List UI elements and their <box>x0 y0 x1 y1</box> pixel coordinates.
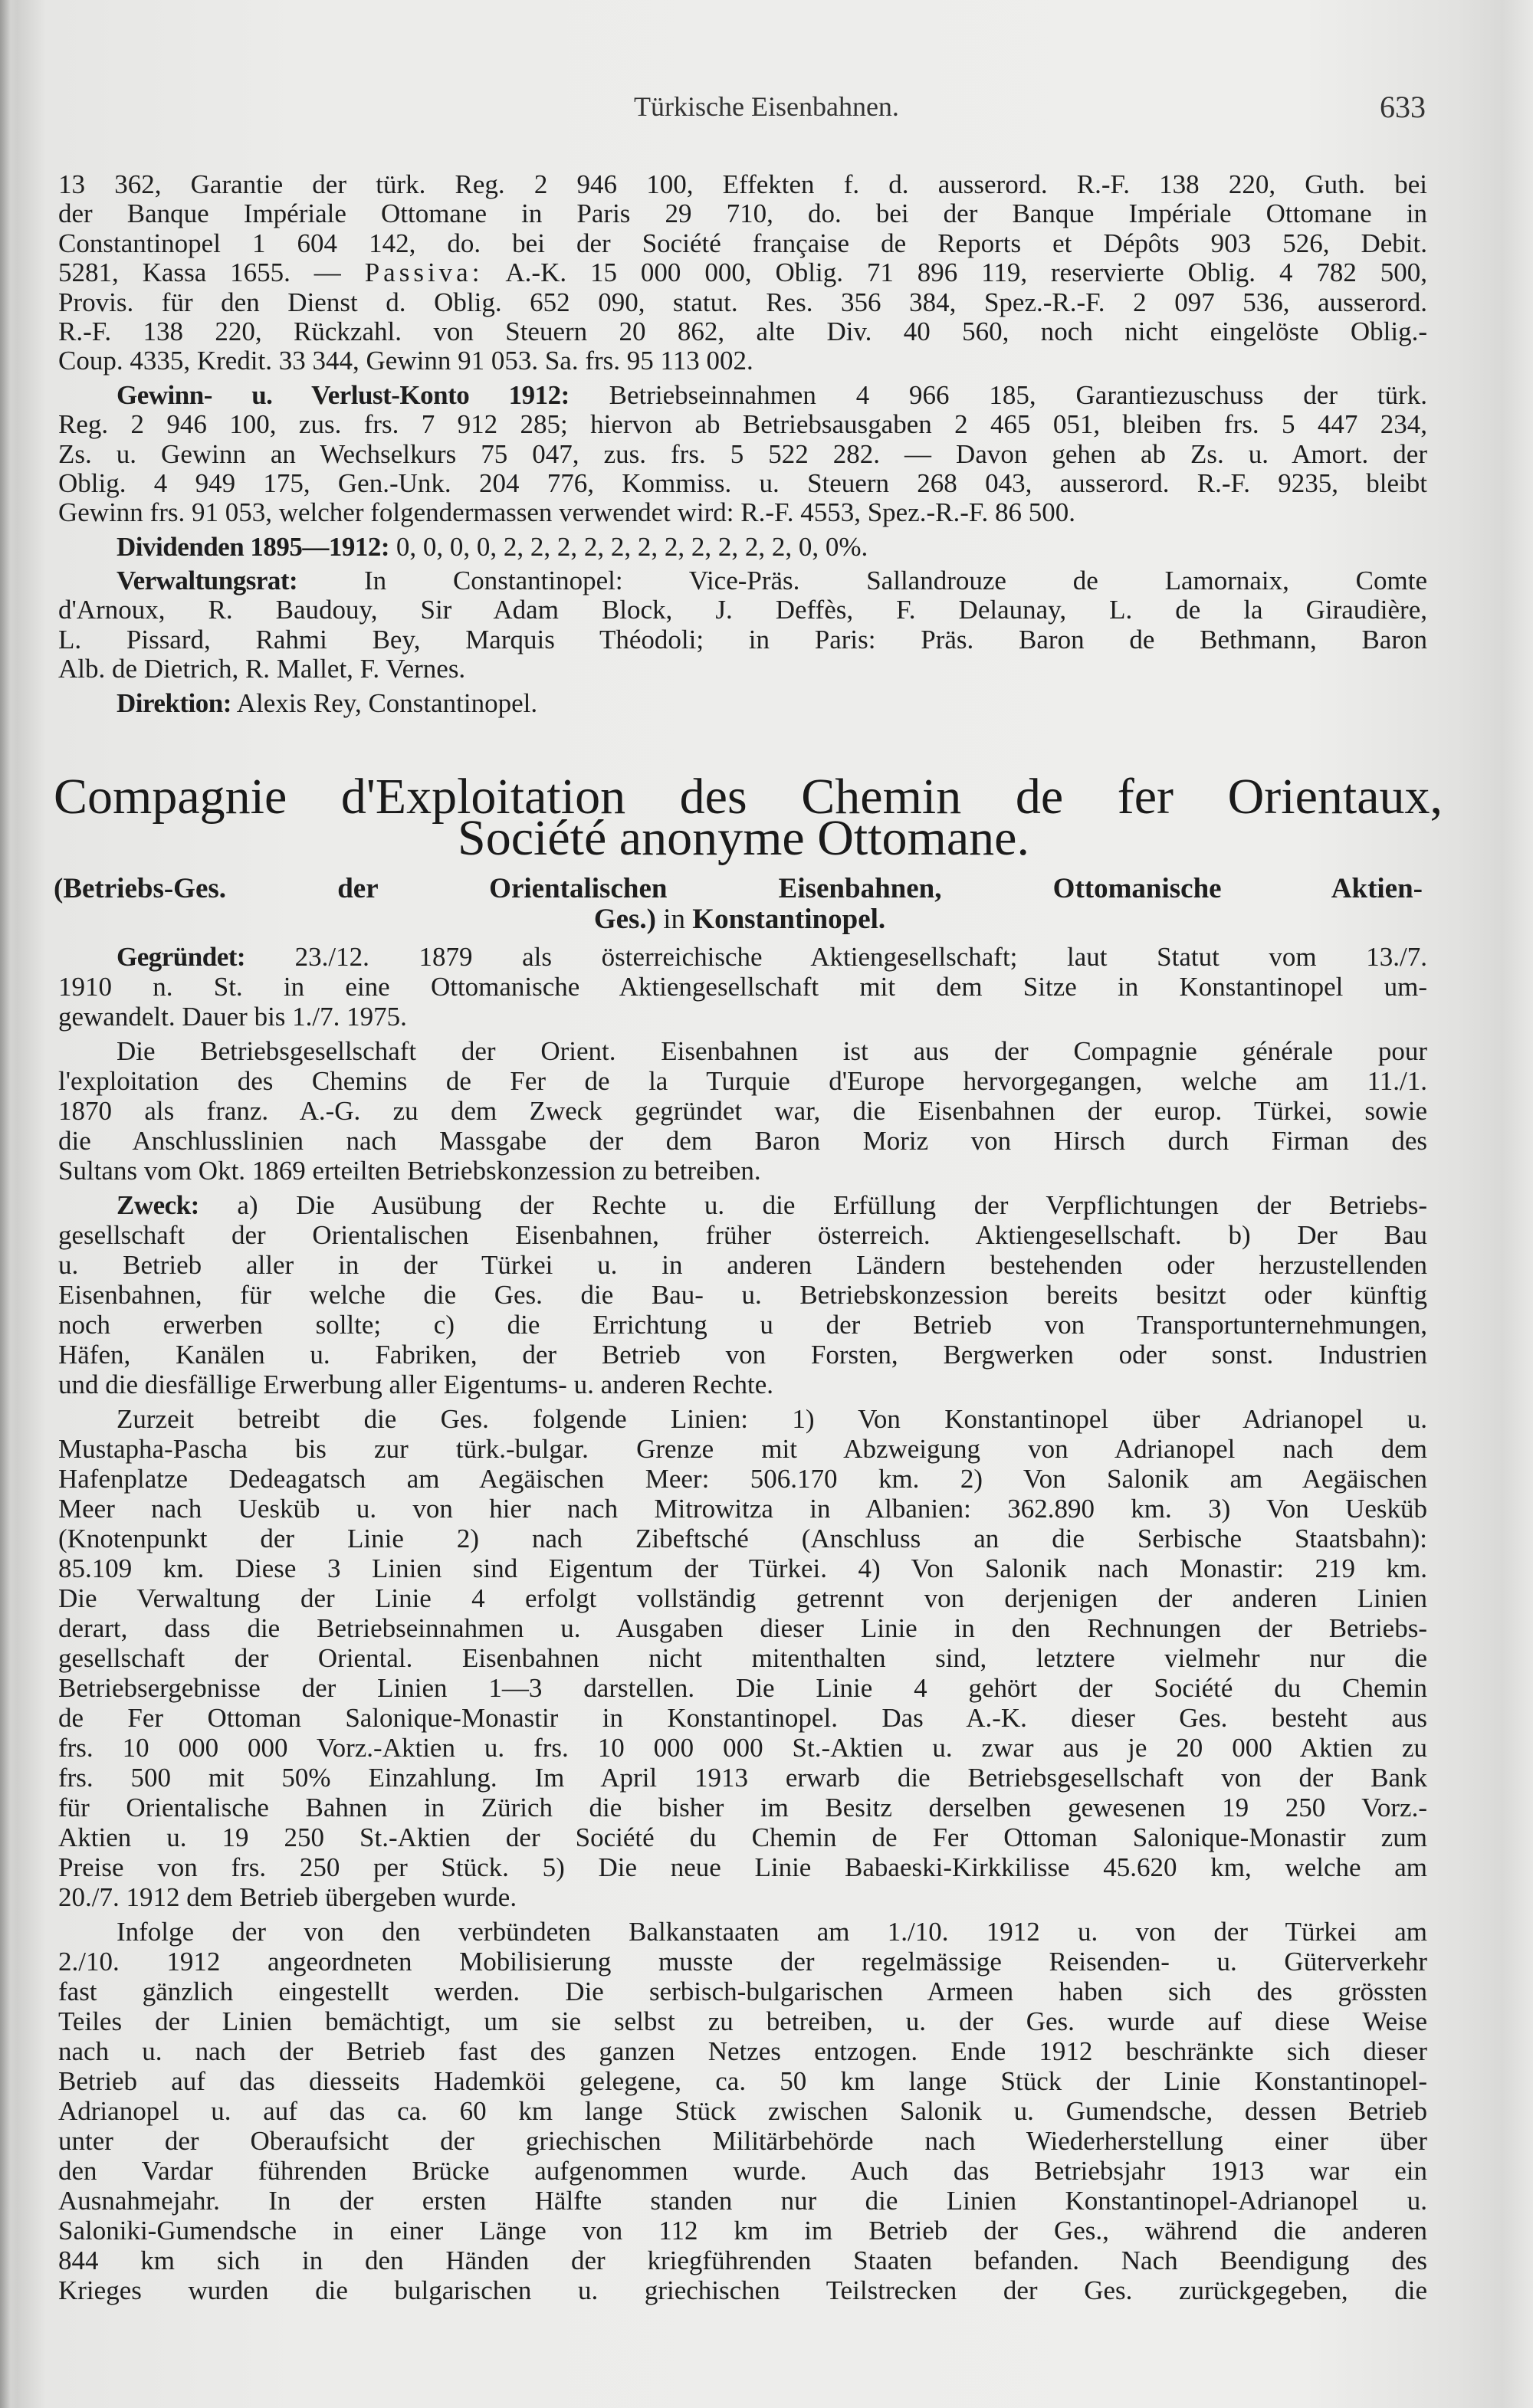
text-segment: Krieges wurden die bulgarischen u. griechischen Teilstrecken der Ges. zurückgegeben, die <box>58 2275 1427 2305</box>
text-line <box>58 1036 1427 1066</box>
text-segment: Constantinopel 1 604 142, do. bei der Société française de Reports et Dépôts 903 526, Debit. <box>58 228 1427 258</box>
text-line <box>58 440 1427 469</box>
text-line <box>58 199 1427 228</box>
paragraph <box>58 1917 1427 2305</box>
text-line <box>58 381 1427 410</box>
text-segment: d'Arnoux, R. Baudouy, Sir Adam Block, J. Deffès, F. Delaunay, L. de la Giraudière, <box>58 595 1427 625</box>
text-segment: l'exploitation des Chemins de Fer de la Turquie d'Europe hervorgegangen, welche am 11./1. <box>58 1066 1427 1096</box>
text-line <box>58 1156 1427 1186</box>
text-line <box>58 1464 1427 1494</box>
text-segment: a) Die Ausübung der Rechte u. die Erfüllung der Verpflichtungen der Betriebs- <box>199 1190 1427 1220</box>
text-segment: noch erwerben sollte; c) die Errichtung u der Betrieb von Transportunternehmungen, <box>58 1310 1427 1340</box>
subtitle-ges: Ges.) <box>593 904 657 935</box>
text-segment: Infolge der von den verbündeten Balkanstaaten am 1./10. 1912 u. von der Türkei am <box>117 1917 1427 1947</box>
text-line <box>58 2156 1427 2186</box>
text-line <box>58 1733 1427 1763</box>
text-line <box>58 1002 1427 1032</box>
text-line <box>58 1613 1427 1643</box>
text-segment: Oblig. 4 949 175, Gen.-Unk. 204 776, Kommiss. u. Steuern 268 043, ausserord. R.-F. 9235, bleibt <box>58 467 1427 498</box>
text-segment: Ausnahmejahr. In der ersten Hälfte standen nur die Linien Konstantinopel-Adrianopel u. <box>58 2186 1427 2216</box>
article-body <box>58 942 1427 2310</box>
bold-label: Gewinn- u. Verlust-Konto 1912: <box>117 379 570 410</box>
text-segment: nach u. nach der Betrieb fast des ganzen Netzes entzogen. Ende 1912 beschränkte sich dieser <box>58 2036 1427 2066</box>
text-segment: Betriebseinnahmen 4 966 185, Garantiezuschuss der türk. <box>569 379 1427 410</box>
text-segment: A.-K. 15 000 000, Oblig. 71 896 119, reservierte Oblig. 4 782 500, <box>483 258 1427 288</box>
text-line <box>58 654 1427 684</box>
bold-label: Direktion: <box>117 687 231 718</box>
text-line <box>58 2096 1427 2126</box>
text-segment: Aktien u. 19 250 St.-Aktien der Société du Chemin de Fer Ottoman Salonique-Monastir zum <box>58 1822 1427 1852</box>
text-line <box>58 1340 1427 1370</box>
article-title: Compagnie d'Exploitation des Chemin de fer Orientaux, <box>54 769 1443 825</box>
text-line <box>58 1553 1427 1583</box>
paragraph <box>58 689 1427 718</box>
text-line <box>58 942 1427 972</box>
paragraph <box>58 1036 1427 1186</box>
text-segment: 20./7. 1912 dem Betrieb übergeben wurde. <box>58 1882 517 1912</box>
bold-label: Gegründet: <box>117 942 246 972</box>
article-subtitle: (Betriebs-Ges. der Orientalischen Eisenbahnen, Ottomanische Aktien- <box>54 873 1423 904</box>
text-line <box>58 2006 1427 2036</box>
text-segment: u. Betrieb aller in der Türkei u. in anderen Ländern bestehenden oder herzustellenden <box>58 1250 1427 1280</box>
text-line <box>58 410 1427 439</box>
text-segment: der Banque Impériale Ottomane in Paris 29 710, do. bei der Banque Impériale Ottomane in <box>58 198 1427 229</box>
text-segment: unter der Oberaufsicht der griechischen Militärbehörde nach Wiederherstellung einer über <box>58 2126 1427 2156</box>
spaced-label: Passiva: <box>364 258 484 288</box>
text-line <box>58 625 1427 654</box>
text-line <box>58 1190 1427 1220</box>
text-line <box>58 1434 1427 1464</box>
text-segment: gesellschaft der Orientalischen Eisenbahnen, früher österreich. Aktiengesellschaft. b) Der Bau <box>58 1220 1427 1250</box>
text-line <box>58 1643 1427 1673</box>
text-line <box>58 972 1427 1002</box>
text-segment: 5281, Kassa 1655. — <box>58 258 365 288</box>
text-line <box>58 566 1427 595</box>
text-line <box>58 689 1427 718</box>
text-segment: Meer nach Uesküb u. von hier nach Mitrowitza in Albanien: 362.890 km. 3) Von Uesküb <box>58 1494 1427 1524</box>
text-segment: Zs. u. Gewinn an Wechselkurs 75 047, zus. frs. 5 522 282. — Davon gehen ab Zs. u. Amort. der <box>58 438 1427 469</box>
text-segment: Alb. de Dietrich, R. Mallet, F. Vernes. <box>58 654 466 684</box>
text-line <box>58 317 1427 346</box>
text-segment: 844 km sich in den Händen der kriegführenden Staaten befanden. Nach Beendigung des <box>58 2246 1427 2275</box>
text-segment: Die Verwaltung der Linie 4 erfolgt vollständig getrennt von derjenigen der anderen Linien <box>58 1583 1427 1613</box>
text-line <box>58 1404 1427 1434</box>
text-line <box>58 1852 1427 1882</box>
text-segment: für Orientalische Bahnen in Zürich die bisher im Besitz derselben gewesenen 19 250 Vorz.- <box>58 1793 1427 1822</box>
text-segment: Eisenbahnen, für welche die Ges. die Bau- u. Betriebskonzession bereits besitzt oder künftig <box>58 1280 1427 1310</box>
bold-label: Verwaltungsrat: <box>117 566 298 596</box>
text-segment: Provis. für den Dienst d. Oblig. 652 090, statut. Res. 356 384, Spez.-R.-F. 2 097 536, ausserord. <box>58 287 1427 317</box>
text-line <box>58 1882 1427 1912</box>
text-segment: 1910 n. St. in eine Ottomanische Aktiengesellschaft mit dem Sitze in Konstantinopel um- <box>58 972 1427 1002</box>
text-segment: Sultans vom Okt. 1869 erteilten Betriebskonzession zu betreiben. <box>58 1156 761 1186</box>
text-line <box>58 1703 1427 1733</box>
text-line <box>58 1947 1427 1977</box>
text-segment: Hafenplatze Dedeagatsch am Aegäischen Meer: 506.170 km. 2) Von Salonik am Aegäischen <box>58 1464 1427 1494</box>
text-line <box>58 1673 1427 1703</box>
text-segment: Reg. 2 946 100, zus. frs. 7 912 285; hiervon ab Betriebsausgaben 2 465 051, bleiben frs. 5 447 234, <box>58 409 1427 440</box>
text-line <box>58 1066 1427 1096</box>
paragraph <box>58 170 1427 376</box>
text-line <box>58 2275 1427 2305</box>
text-line <box>58 498 1427 527</box>
text-segment: 1870 als franz. A.-G. zu dem Zweck gegründet war, die Eisenbahnen der europ. Türkei, sowie <box>58 1096 1427 1126</box>
text-segment: 0, 0, 0, 0, 2, 2, 2, 2, 2, 2, 2, 2, 2, 2, 2, 0, 0%. <box>389 531 868 562</box>
text-segment: Adrianopel u. auf das ca. 60 km lange Stück zwischen Salonik u. Gumendsche, dessen Betrieb <box>58 2096 1427 2126</box>
text-line <box>58 1524 1427 1553</box>
text-segment: fast gänzlich eingestellt werden. Die serbisch-bulgarischen Armeen haben sich des grössten <box>58 1977 1427 2006</box>
text-segment: Preise von frs. 250 per Stück. 5) Die neue Linie Babaeski-Kirkkilisse 45.620 km, welche am <box>58 1852 1427 1882</box>
text-line <box>58 595 1427 625</box>
subtitle-in: in <box>656 904 693 935</box>
text-segment: L. Pissard, Rahmi Bey, Marquis Théodoli; in Paris: Präs. Baron de Bethmann, Baron <box>58 624 1427 654</box>
subtitle-city: Konstantinopel. <box>692 904 886 935</box>
text-line <box>58 2066 1427 2096</box>
text-line <box>58 469 1427 498</box>
text-segment: Mustapha-Pascha bis zur türk.-bulgar. Grenze mit Abzweigung von Adrianopel nach dem <box>58 1434 1427 1464</box>
text-segment: frs. 500 mit 50% Einzahlung. Im April 1913 erwarb die Betriebsgesellschaft von der Bank <box>58 1763 1427 1793</box>
text-segment: (Knotenpunkt der Linie 2) nach Zibeftsché (Anschluss an die Serbische Staatsbahn): <box>58 1524 1427 1553</box>
text-segment: und die diesfällige Erwerbung aller Eigentums- u. anderen Rechte. <box>58 1370 774 1399</box>
text-line <box>58 1793 1427 1822</box>
text-line <box>58 1583 1427 1613</box>
text-segment: Zurzeit betreibt die Ges. folgende Linien: 1) Von Konstantinopel über Adrianopel u. <box>117 1404 1427 1434</box>
text-line <box>58 2246 1427 2275</box>
text-segment: den Vardar führenden Brücke aufgenommen wurde. Auch das Betriebsjahr 1913 war ein <box>58 2156 1427 2186</box>
paragraph <box>58 533 1427 562</box>
text-segment: In Constantinopel: Vice-Präs. Sallandrouze de Lamornaix, Comte <box>297 566 1427 596</box>
text-segment: Gewinn frs. 91 053, welcher folgendermassen verwendet wird: R.-F. 4553, Spez.-R.-F. 86 500. <box>58 497 1076 528</box>
text-line <box>58 1250 1427 1280</box>
paragraph <box>58 1190 1427 1399</box>
text-line <box>58 1126 1427 1156</box>
text-line <box>58 2036 1427 2066</box>
article-title-line2: Société anonyme Ottomane. <box>458 810 1029 866</box>
text-segment: Alexis Rey, Constantinopel. <box>231 687 538 718</box>
text-line <box>58 2126 1427 2156</box>
text-segment: gesellschaft der Oriental. Eisenbahnen nicht mitenthalten sind, letztere vielmehr nur die <box>58 1643 1427 1673</box>
text-line <box>58 2186 1427 2216</box>
text-line <box>58 1494 1427 1524</box>
text-line <box>58 1096 1427 1126</box>
paragraph <box>58 1404 1427 1912</box>
article-subtitle-line2 <box>0 903 1479 936</box>
text-line <box>58 1763 1427 1793</box>
text-line <box>58 1977 1427 2006</box>
paragraph <box>58 942 1427 1032</box>
text-line <box>58 1917 1427 1947</box>
running-head: Türkische Eisenbahnen. <box>634 91 899 122</box>
text-segment: gewandelt. Dauer bis 1./7. 1975. <box>58 1002 407 1032</box>
text-segment: Häfen, Kanälen u. Fabriken, der Betrieb von Forsten, Bergwerken oder sonst. Industrien <box>58 1340 1427 1370</box>
text-segment: Saloniki-Gumendsche in einer Länge von 112 km im Betrieb der Ges., während die anderen <box>58 2216 1427 2246</box>
bold-label: Zweck: <box>117 1190 199 1220</box>
text-line <box>58 346 1427 376</box>
text-line <box>58 170 1427 199</box>
text-segment: 13 362, Garantie der türk. Reg. 2 946 100, Effekten f. d. ausserord. R.-F. 138 220, Guth. bei <box>58 169 1427 199</box>
page-number: 633 <box>1380 90 1426 124</box>
paragraph <box>58 566 1427 684</box>
text-line <box>58 1220 1427 1250</box>
text-line <box>58 1310 1427 1340</box>
text-segment: 2./10. 1912 angeordneten Mobilisierung musste der regelmässige Reisenden- u. Güterverkehr <box>58 1947 1427 1977</box>
text-line <box>58 229 1427 258</box>
text-line <box>58 1370 1427 1399</box>
text-line <box>58 533 1427 562</box>
text-segment: de Fer Ottoman Salonique-Monastir in Konstantinopel. Das A.-K. dieser Ges. besteht aus <box>58 1703 1427 1733</box>
text-segment: die Anschlusslinien nach Massgabe der dem Baron Moriz von Hirsch durch Firman des <box>58 1126 1427 1156</box>
text-segment: frs. 10 000 000 Vorz.-Aktien u. frs. 10 000 000 St.-Aktien u. zwar aus je 20 000 Aktien zu <box>58 1733 1427 1763</box>
text-line <box>58 288 1427 317</box>
text-segment: 23./12. 1879 als österreichische Aktiengesellschaft; laut Statut vom 13./7. <box>245 942 1427 972</box>
text-segment: 85.109 km. Diese 3 Linien sind Eigentum der Türkei. 4) Von Salonik nach Monastir: 219 km. <box>58 1553 1427 1583</box>
text-line <box>58 2216 1427 2246</box>
previous-entry-continuation <box>58 170 1427 723</box>
bold-label: Dividenden 1895—1912: <box>117 531 390 562</box>
text-segment: Coup. 4335, Kredit. 33 344, Gewinn 91 053. Sa. frs. 95 113 002. <box>58 346 753 376</box>
text-segment: Betrieb auf das diesseits Hademköi gelegene, ca. 50 km lange Stück der Linie Konstantinopel- <box>58 2066 1427 2096</box>
text-line <box>58 1822 1427 1852</box>
text-segment: derart, dass die Betriebseinnahmen u. Ausgaben dieser Linie in den Rechnungen der Betriebs- <box>58 1613 1427 1643</box>
text-segment: Teiles der Linien bemächtigt, um sie selbst zu betreiben, u. der Ges. wurde auf diese Weise <box>58 2006 1427 2036</box>
text-segment: Betriebsergebnisse der Linien 1—3 darstellen. Die Linie 4 gehört der Société du Chemin <box>58 1673 1427 1703</box>
text-line <box>58 258 1427 287</box>
text-segment: R.-F. 138 220, Rückzahl. von Steuern 20 862, alte Div. 40 560, noch nicht eingelöste Oblig.- <box>58 316 1427 346</box>
paragraph <box>58 381 1427 528</box>
text-segment: Die Betriebsgesellschaft der Orient. Eisenbahnen ist aus der Compagnie générale pour <box>117 1036 1427 1066</box>
text-line <box>58 1280 1427 1310</box>
